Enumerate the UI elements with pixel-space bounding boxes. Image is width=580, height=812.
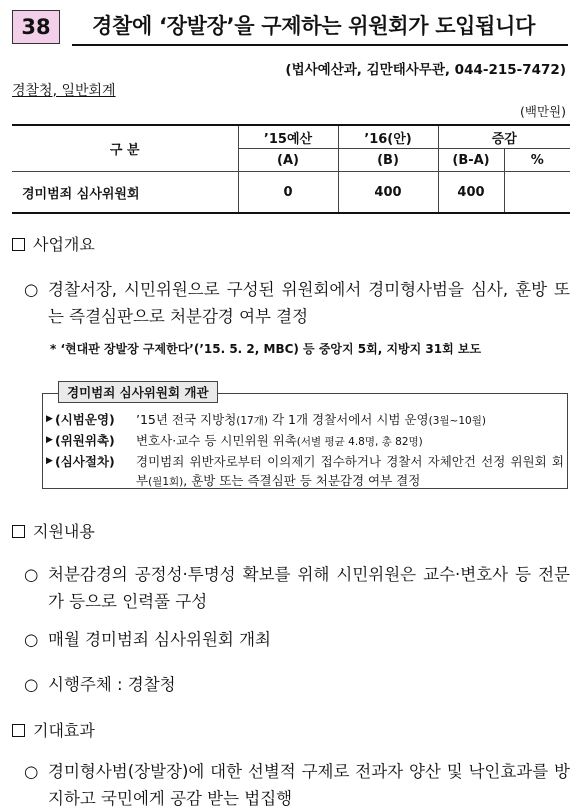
header-2016-sub: (B) — [338, 149, 438, 172]
budget-table — [12, 124, 570, 214]
section-support — [12, 519, 95, 542]
circle-bullet-icon: ○ — [24, 280, 39, 299]
triangle-bullet-icon: ▶ — [46, 414, 53, 424]
title-underline — [72, 44, 568, 46]
support-item — [24, 561, 570, 615]
row-label: 경미범죄 심사위원회 — [12, 172, 238, 214]
effect-paragraph — [24, 758, 570, 812]
info-row-text: ’15년 전국 지방청 — [136, 412, 237, 427]
info-row-label: (위원위촉) — [55, 433, 115, 448]
support-item-text: 처분감경의 공정성·투명성 확보를 위해 시민위원은 교수·변호사 등 전문가 등으로 인력풀 구성 — [48, 565, 570, 611]
info-row-text-2: , 훈방 또는 즉결심판 등 처분감경 여부 결정 — [183, 473, 421, 488]
header-change-pct: % — [504, 149, 570, 172]
info-row-detail-2: (3월~10월) — [428, 415, 486, 427]
info-row-text: 경미범죄 위반자로부터 이의제기 접수하거나 경찰서 자체안건 선정 위원회 회부 — [136, 454, 564, 488]
unit-label: (백만원) — [520, 104, 566, 119]
checkbox-square-icon — [12, 724, 25, 737]
value-change: 400 — [438, 172, 504, 214]
table-row — [12, 172, 570, 214]
header-2015: ’15예산 — [238, 125, 338, 149]
info-row-procedure — [46, 452, 564, 492]
effect-text: 경미형사범(장발장)에 대한 선별적 구제로 전과자 양산 및 낙인효과를 방지하고 국민에게 공감 받는 법집행 — [48, 762, 570, 808]
info-row-detail: (17개) — [236, 415, 268, 427]
item-number-badge: 38 — [12, 10, 60, 44]
info-box-title: 경미범죄 심사위원회 개관 — [58, 381, 218, 403]
triangle-bullet-icon: ▶ — [46, 456, 53, 466]
circle-bullet-icon: ○ — [24, 675, 39, 694]
circle-bullet-icon: ○ — [24, 630, 39, 649]
press-note: * ‘현대판 장발장 구제한다’(’15. 5. 2, MBC) 등 중앙지 5회, 지방지 31회 보도 — [50, 342, 482, 356]
checkbox-square-icon — [12, 238, 25, 251]
circle-bullet-icon: ○ — [24, 762, 39, 781]
info-row-members — [46, 431, 564, 452]
value-2015: 0 — [238, 172, 338, 214]
info-row-detail: (월1회) — [148, 476, 184, 488]
header-change-amount: (B-A) — [438, 149, 504, 172]
section-title: 지원내용 — [33, 522, 95, 541]
header-2015-sub: (A) — [238, 149, 338, 172]
section-title: 기대효과 — [33, 721, 95, 740]
account-label: 경찰청, 일반회계 — [12, 83, 116, 99]
department-contact: (법사예산과, 김만태사무관, 044-215-7472) — [285, 62, 566, 78]
circle-bullet-icon: ○ — [24, 565, 39, 584]
support-item-text: 시행주체 : 경찰청 — [48, 675, 176, 694]
support-item — [24, 626, 570, 653]
info-row-label: (시범운영) — [55, 412, 115, 427]
checkbox-square-icon — [12, 525, 25, 538]
section-overview — [12, 232, 95, 255]
info-row-label: (심사절차) — [55, 454, 115, 469]
section-effect — [12, 718, 95, 741]
page-title: 경찰에 ‘장발장’을 구제하는 위원회가 도입됩니다 — [92, 14, 536, 38]
overview-paragraph — [24, 276, 570, 330]
info-row-detail: (서별 평균 4.8명, 총 82명) — [296, 436, 423, 448]
header-category: 구 분 — [12, 125, 238, 172]
support-item — [24, 671, 570, 698]
support-item-text: 매월 경미범죄 심사위원회 개최 — [48, 630, 271, 649]
info-row-pilot — [46, 410, 564, 431]
header-2016: ’16(안) — [338, 125, 438, 149]
section-title: 사업개요 — [33, 235, 95, 254]
overview-text: 경찰서장, 시민위원으로 구성된 위원회에서 경미형사범을 심사, 훈방 또는 즉결심판으로 처분감경 여부 결정 — [48, 280, 570, 326]
value-2016: 400 — [338, 172, 438, 214]
table-header-row — [12, 125, 570, 149]
value-pct — [504, 172, 570, 214]
triangle-bullet-icon: ▶ — [46, 435, 53, 445]
info-row-text: 변호사·교수 등 시민위원 위촉 — [136, 433, 297, 448]
info-row-text-2: 각 1개 경찰서에서 시범 운영 — [267, 412, 429, 427]
header-change: 증감 — [438, 125, 570, 149]
